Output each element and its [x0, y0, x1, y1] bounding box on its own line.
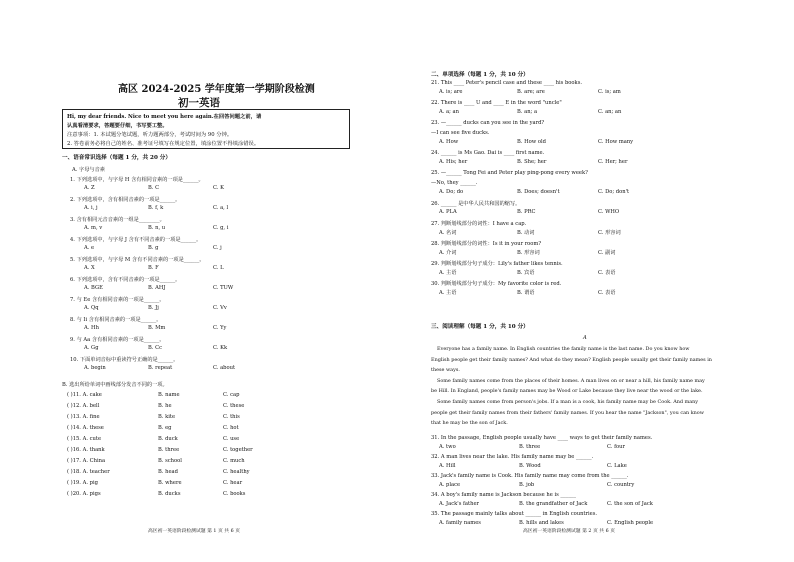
- option-a: A. 介词: [439, 250, 457, 256]
- notice-line: 2. 答卷前务必将自己的姓名、准考证号填写在规定位置，填涂位置不得填涂错误。: [67, 141, 260, 147]
- option-b: B. She; her: [517, 159, 547, 165]
- option-a: A. Jack's father: [439, 501, 479, 507]
- option-b: B. 宾语: [517, 270, 535, 276]
- word-row-c: C. use: [223, 436, 240, 442]
- notice-box: [62, 109, 350, 149]
- word-row-c: C. healthy: [223, 469, 250, 475]
- word-row-b: B. where: [158, 480, 182, 486]
- question-stem: —No, they ______.: [431, 180, 478, 186]
- option-a: A. is; are: [439, 89, 463, 95]
- question-stem: 28. 判断划线部分的词性：Is it in your room?: [431, 241, 542, 247]
- option-c: C. 形容词: [598, 230, 621, 236]
- question-stem: 10. 下面单词音标中重读符号正确的是______。: [70, 357, 179, 363]
- passage-line: English people get their family names? And what do they mean? English people usually get their family names in: [431, 356, 712, 363]
- option-c: C. four: [607, 444, 625, 450]
- passage-line: Everyone has a family name. In English countries the family name is the last name. Do you know how: [437, 346, 690, 352]
- word-row-a: ( )13. A. fine: [67, 414, 100, 420]
- option-c: C. 副词: [598, 250, 616, 256]
- option-b: B. repeat: [148, 365, 173, 371]
- question-stem: 22. There is ____ U and ____ E in the word "uncle": [431, 100, 562, 106]
- question-stem: 8. 与 Ii 含有相同音素的一项是______。: [70, 317, 162, 323]
- word-row-b: B. school: [158, 458, 182, 464]
- option-c: C. Her; her: [598, 159, 628, 165]
- question-stem: 1. 下列选项中，与字母 H 含有相同音素的一项是______。: [70, 177, 204, 183]
- page-footer: 高区初一英语阶段检测试题 第 2 页 共 6 页: [523, 529, 616, 534]
- word-row-a: ( )16. A. thank: [67, 447, 105, 453]
- question-stem: 26. ______ 是中华人民共和国的缩写。: [431, 201, 521, 207]
- option-b: B. 谓语: [517, 290, 535, 296]
- option-c: C. j: [213, 245, 222, 251]
- word-row-b: B. head: [158, 469, 178, 475]
- option-c: C. English people: [607, 520, 654, 526]
- option-b: B. Cc: [148, 345, 162, 351]
- option-b: B. Does; doesn't: [517, 189, 560, 195]
- word-row-a: ( )19. A. pig: [67, 480, 98, 486]
- option-a: A. 主语: [439, 270, 457, 276]
- word-row-c: C. much: [223, 458, 245, 464]
- option-b: B. an; a: [517, 109, 538, 115]
- word-row-a: ( )18. A. teacher: [67, 469, 110, 475]
- notice-line: 认真看清要求，答题要仔细，书写要工整。: [67, 123, 168, 129]
- question-stem: 24. ______ is Ms Gao. Dai is ____ first name.: [431, 150, 545, 156]
- question-stem: 29. 判断划线部分句子成分：Lily's father likes tennis.: [431, 261, 563, 267]
- word-row-b: B. kite: [158, 414, 176, 420]
- option-b: B. are; are: [517, 89, 545, 95]
- word-row-c: C. these: [223, 403, 245, 409]
- option-b: B. F: [148, 265, 159, 271]
- option-a: A. How: [439, 139, 459, 145]
- option-c: C. Kk: [213, 345, 228, 351]
- question-stem: 3. 含有相同元音音素的一组是________。: [70, 217, 165, 223]
- option-a: A. m, v: [84, 225, 103, 231]
- passage-line: Some family names come from person's jobs. If a man is a cook, his family name may be Cook. And many: [437, 399, 699, 405]
- word-row-c: C. hot: [223, 425, 239, 431]
- question-stem: 27. 判断划线部分的词性：I have a cap.: [431, 221, 527, 227]
- option-b: B. three: [519, 444, 541, 450]
- option-b: B. g: [148, 245, 159, 251]
- option-c: C. about: [213, 365, 236, 371]
- word-row-b: B. three: [158, 447, 180, 453]
- passage-line: Some family names come from the places of their homes. A man lives on or near a hill, his family name may: [437, 377, 705, 384]
- passage-line: these ways.: [431, 367, 460, 374]
- option-b: B. PRC: [517, 209, 536, 215]
- option-c: C. Do; don't: [598, 189, 630, 195]
- word-row-a: ( )12. A. bell: [67, 403, 100, 409]
- exam-title: 高区 2024-2025 学年度第一学期阶段检测: [118, 84, 315, 95]
- question-stem: 25. —______ Tong Fei and Peter play ping-pong every week?: [431, 170, 588, 176]
- option-c: C. TUW: [213, 285, 234, 291]
- option-c: C. g, i: [213, 225, 229, 231]
- option-a: A. Hh: [84, 325, 99, 331]
- right-page: [397, 0, 794, 562]
- option-c: C. L: [213, 265, 224, 271]
- question-stem: 31. In the passage, English people usually have ____ ways to get their family names.: [431, 435, 653, 441]
- option-b: B. 动词: [517, 230, 535, 236]
- option-c: C. an; an: [598, 109, 622, 115]
- option-c: C. a, l: [213, 205, 229, 211]
- option-a: A. two: [439, 444, 456, 450]
- word-row-c: C. hear: [223, 480, 243, 486]
- option-b: B. How old: [517, 139, 546, 145]
- option-b: B. hills and lakes: [519, 520, 564, 526]
- option-a: A. PLA: [439, 209, 457, 215]
- option-a: A. a; an: [439, 109, 459, 115]
- option-c: C. WHO: [598, 209, 620, 215]
- section-heading: 三、阅读理解（每题 1 分，共 10 分）: [431, 324, 529, 330]
- question-stem: 35. The passage mainly talks about ______ in English countries.: [431, 511, 598, 517]
- question-stem: 30. 判断划线部分句子成分：My favorite color is red.: [431, 281, 562, 287]
- option-c: C. 表语: [598, 270, 616, 276]
- option-c: C. Lake: [607, 463, 627, 469]
- passage-line: that he may be the son of Jack.: [431, 420, 508, 427]
- option-a: A. family names: [439, 520, 481, 526]
- word-row-b: B. he: [158, 403, 172, 409]
- option-a: A. Do; do: [439, 189, 464, 195]
- question-stem: 7. 与 Ee 含有相同音素的一项是______。: [70, 297, 165, 303]
- question-stem: 6. 下列选项中，含有不同音素的一项是______。: [70, 277, 181, 283]
- option-c: C. K: [213, 185, 224, 191]
- section-heading: 一、语音常识选择（每题 1 分，共 20 分）: [62, 155, 171, 161]
- exam-subtitle: 初一英语: [178, 97, 220, 109]
- option-a: A. i, j: [84, 205, 98, 211]
- word-row-c: C. this: [223, 414, 240, 420]
- option-b: B. the grandfather of Jack: [519, 501, 588, 507]
- option-a: A. X: [84, 265, 95, 271]
- option-b: B. Jj: [148, 305, 159, 311]
- word-row-a: ( )14. A. these: [67, 425, 104, 431]
- option-b: B. f, k: [148, 205, 164, 211]
- part-heading: B. 选出所给单词中画线部分发音不同的一项。: [62, 382, 168, 388]
- option-a: A. 主语: [439, 290, 457, 296]
- option-c: C. is; am: [598, 89, 621, 95]
- option-b: B. C: [148, 185, 160, 191]
- option-b: B. n, u: [148, 225, 166, 231]
- section-heading: 二、单项选择（每题 1 分，共 10 分）: [431, 72, 529, 78]
- option-c: C. the son of Jack: [607, 501, 653, 507]
- option-a: A. Hill: [439, 463, 456, 469]
- option-a: A. Qq: [84, 305, 99, 311]
- option-c: C. How many: [598, 139, 634, 145]
- option-b: B. AHJ: [148, 285, 166, 291]
- option-a: A. Z: [84, 185, 95, 191]
- option-c: C. country: [607, 482, 635, 488]
- word-row-c: C. cap: [223, 392, 240, 398]
- question-stem: 2. 下列选项中，含有相同音素的一项是______。: [70, 197, 181, 203]
- option-a: A. His; her: [439, 159, 468, 165]
- question-stem: 32. A man lives near the lake. His family name may be ______.: [431, 454, 594, 460]
- word-row-a: ( )20. A. pigs: [67, 491, 101, 497]
- question-stem: 23. —______ ducks can you see in the yard?: [431, 120, 545, 126]
- word-row-b: B. ducks: [158, 491, 181, 497]
- option-a: A. begin: [84, 365, 106, 371]
- question-stem: —I can see five ducks.: [431, 130, 490, 136]
- passage-line: people get their family names from their fathers' family names. If you hear the name "Jackson", you can know: [431, 409, 704, 416]
- option-a: A. 名词: [439, 230, 457, 236]
- word-row-b: B. eg: [158, 425, 172, 431]
- question-stem: 4. 下列选项中，与字母 J 含有不同音素的一项是______。: [70, 237, 202, 243]
- notice-line: Hi, my dear friends. Nice to meet you here again.在回答问题之前，请: [67, 114, 262, 120]
- option-a: A. Gg: [84, 345, 99, 351]
- question-stem: 5. 下列选项中，与字母 M 含有不同音素的一项是______。: [70, 257, 205, 263]
- option-a: A. BGE: [84, 285, 103, 291]
- word-row-b: B. name: [158, 392, 180, 398]
- option-b: B. 形容词: [517, 250, 540, 256]
- passage-line: be Hill. In England, people's family names may be Wood or Lake because they live near the wood or the lake.: [431, 388, 703, 395]
- word-row-a: ( )17. A. China: [67, 458, 106, 464]
- question-stem: 34. A boy's family name is Jackson because he is ______: [431, 492, 576, 498]
- question-stem: 33. Jack's family name is Cook. His family name may come from the ______.: [431, 473, 629, 479]
- option-c: C. Yy: [213, 325, 227, 331]
- question-stem: 21. This ____ Peter's pencil case and these ____ his books.: [431, 80, 583, 86]
- passage-label: A: [583, 335, 587, 341]
- option-b: B. Mm: [148, 325, 166, 331]
- option-a: A. place: [439, 482, 461, 488]
- word-row-c: C. together: [223, 447, 253, 453]
- word-row-c: C. books: [223, 491, 246, 497]
- option-a: A. e: [84, 245, 95, 251]
- word-row-a: ( )15. A. cute: [67, 436, 102, 442]
- option-b: B. Wood: [519, 463, 541, 469]
- option-c: C. Vv: [213, 305, 227, 311]
- notice-line: 注意事项：1. 本试题分笔试题，听力题两部分，考试时间为 90 分钟。: [67, 132, 233, 138]
- question-stem: 9. 与 Aa 含有相同音素的一项是______。: [70, 337, 165, 343]
- word-row-a: ( )11. A. cake: [67, 392, 102, 398]
- part-heading: A. 字母与音素: [72, 167, 105, 173]
- page-footer: 高区初一英语阶段检测试题 第 1 页 共 6 页: [148, 529, 241, 534]
- option-b: B. job: [519, 482, 535, 488]
- option-c: C. 表语: [598, 290, 616, 296]
- word-row-b: B. duck: [158, 436, 178, 442]
